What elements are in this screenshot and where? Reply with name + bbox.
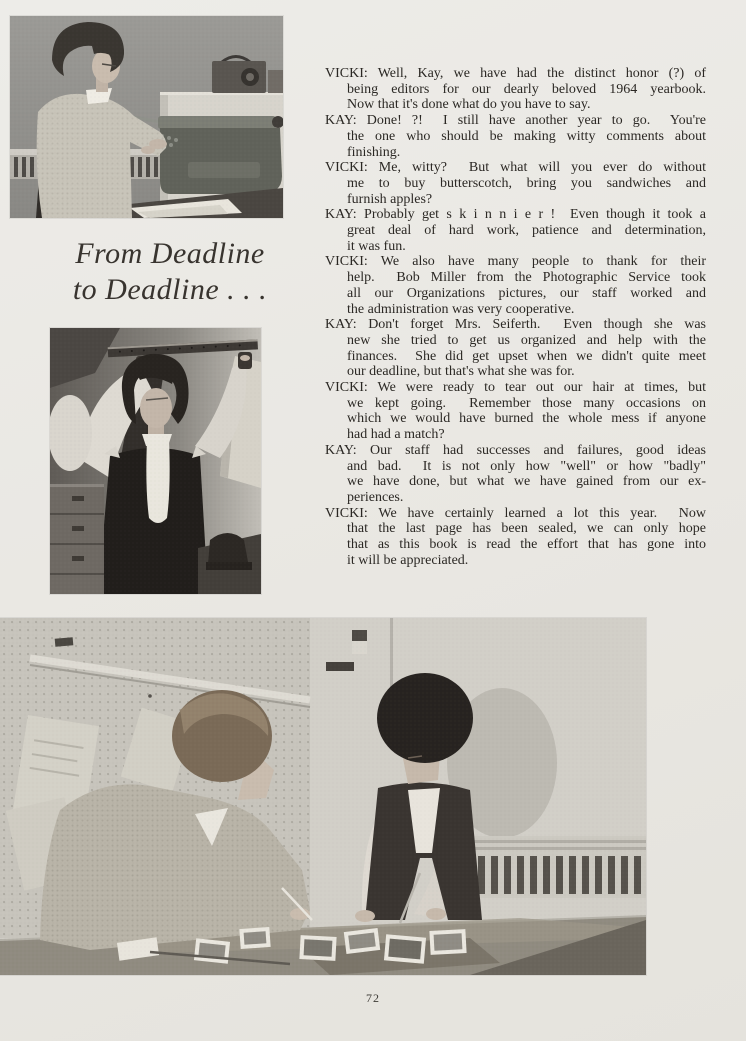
dialogue-line: that the last page has been sealed, we can only hope [347,521,706,537]
dialogue-line: We were ready to tear out our hair at times, but [377,380,706,396]
dialogue-utterance [325,443,706,506]
dialogue-line: Don't forget Mrs. Seiferth. Even though she was [368,317,707,333]
photo-grain [0,618,646,975]
speaker-label: KAY: [325,113,357,129]
dialogue-line: the administration was very cooperative. [347,301,575,317]
dialogue-line: furnish apples? [347,191,433,207]
speaker-label: VICKI: [325,254,368,270]
dialogue-line: Well, Kay, we have had the distinct honor (?) of [377,66,707,81]
dialogue-line: Me, witty? But what will you ever do without [378,160,706,176]
dialogue-line: We have certainly learned a lot this year. Now [378,505,706,521]
dialogue-line: it was fun. [347,238,406,254]
dialogue-column [325,66,706,569]
dialogue-line: our deadline, but that's what she was for. [347,364,575,380]
dialogue-line: Now that it's done what do you have to say. [347,97,591,113]
dialogue-line: had had a match? [347,427,445,443]
dialogue-utterance [325,254,706,317]
dialogue-utterance [325,113,706,160]
photo-grain [50,328,261,594]
title-line-2: to Deadline . . . [72,273,268,306]
dialogue-utterance [325,66,706,113]
dialogue-line: we kept going. Remember those many occasions on [347,395,706,411]
photo-grain [10,16,283,218]
dialogue-line: new she tried to get us organized and help with the [347,332,706,348]
title-line-1: From Deadline [75,237,265,270]
photo-worktable [0,618,646,975]
speaker-label: VICKI: [325,66,368,81]
dialogue-line: Probably get s k i n n i e r ! Even though it took a [364,207,706,223]
speaker-label: VICKI: [325,505,368,521]
dialogue-line: finances. She did get upset when we didn't quite meet [347,348,706,364]
dialogue-utterance [325,380,706,443]
dialogue-line: and bad. It is not only how "well" or how "badly" [347,458,706,474]
dialogue-line: Our staff had successes and failures, good ideas [369,442,706,458]
dialogue-utterance [325,160,706,207]
dialogue-line: we have done, but what we have gained from our ex- [347,474,706,490]
dialogue-line: that as this book is read the effort that has gone into [347,537,706,553]
dialogue-line: which we would have burned the whole mess if anyone [347,411,706,427]
dialogue-line: it will be appreciated. [347,552,469,568]
dialogue-line: periences. [347,489,404,505]
dialogue-line: Done! ?! I still have another year to go. You're [366,113,707,129]
page-number: 72 [366,991,380,1005]
dialogue-line: help. Bob Miller from the Photographic Service took [347,270,706,286]
dialogue-line: We also have many people to thank for their [380,254,706,270]
dialogue-line: the one who should be making witty comments about [347,128,706,144]
dialogue-line: being editors for our dearly beloved 1964 yearbook. [347,81,706,97]
speaker-label: KAY: [325,442,357,458]
speaker-label: KAY: [325,317,357,333]
dialogue-utterance [325,317,706,380]
dialogue-line: finishing. [347,144,401,160]
dialogue-line: me to buy butterscotch, bring you sandwiches and [347,175,706,191]
dialogue-utterance [325,207,706,254]
dialogue-utterance [325,506,706,569]
photo-typewriter [10,16,283,218]
photo-film-strip [50,328,261,594]
dialogue-line: all our Organizations pictures, our staff worked and [347,285,706,301]
dialogue-line: great deal of hard work, patience and determination, [347,223,706,239]
speaker-label: KAY: [325,207,357,223]
page-title [30,236,310,308]
speaker-label: VICKI: [325,380,368,396]
speaker-label: VICKI: [325,160,368,176]
